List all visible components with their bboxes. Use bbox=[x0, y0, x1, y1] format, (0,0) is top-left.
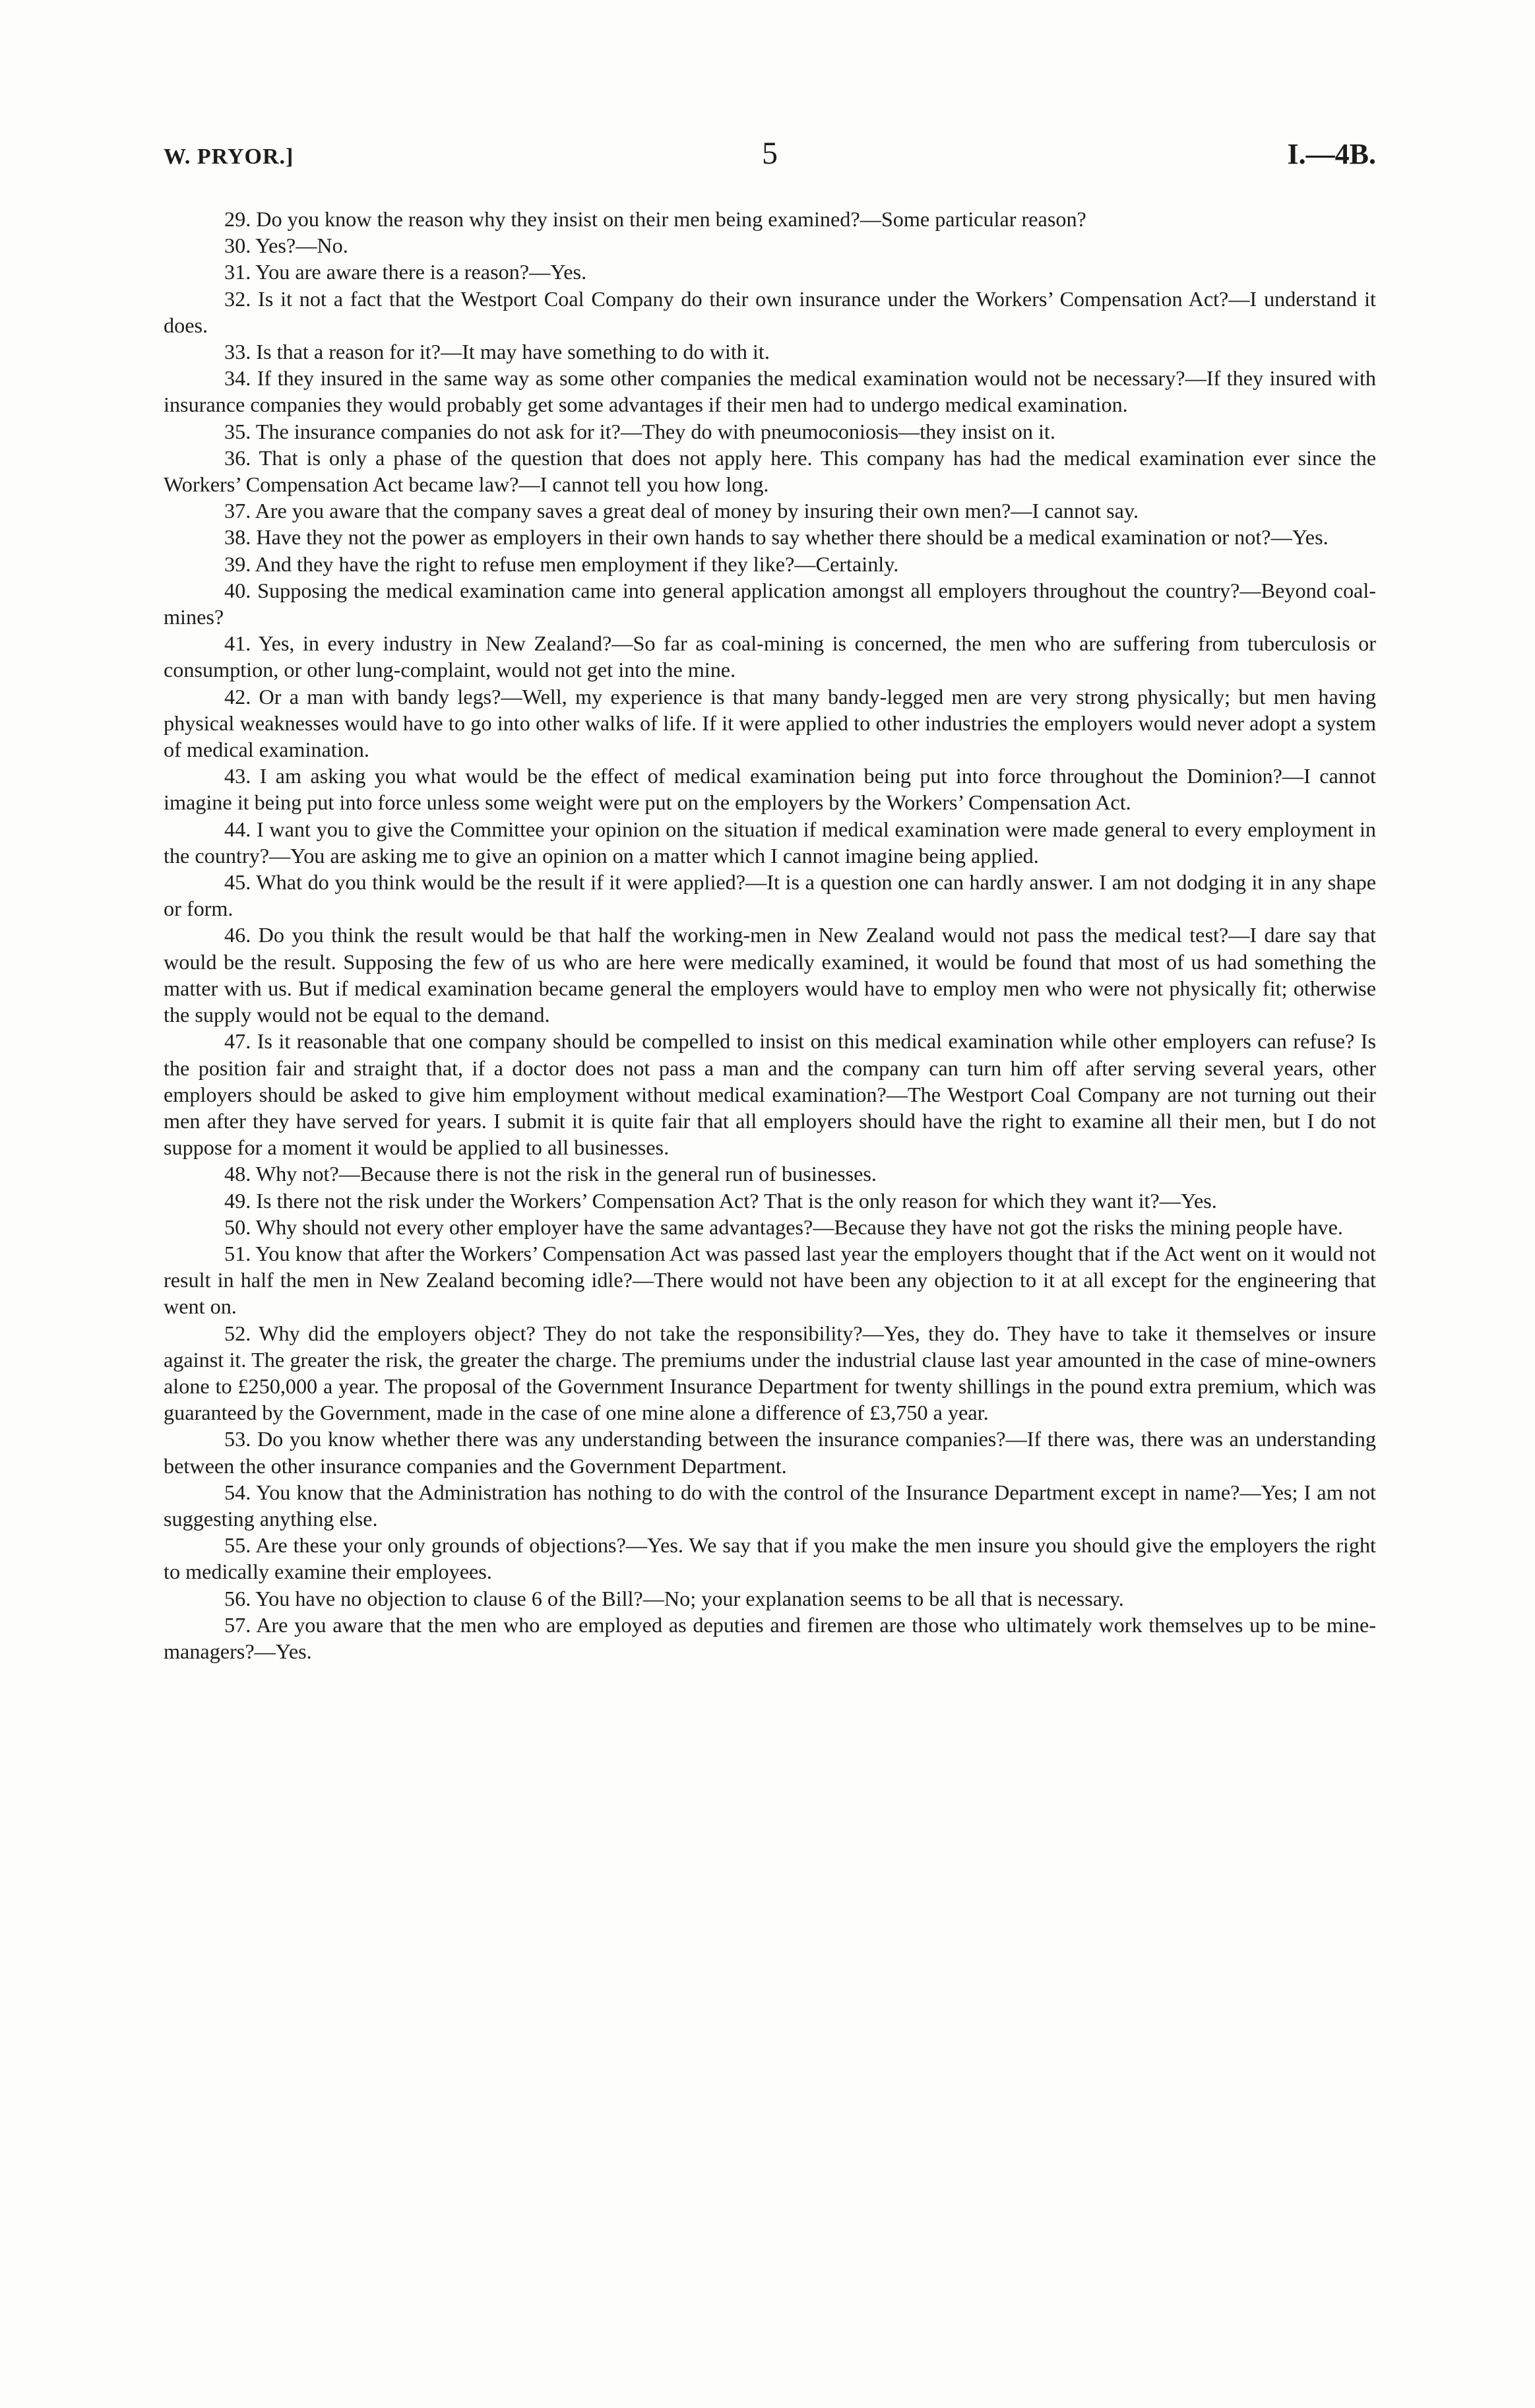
question-55: 55. Are these your only grounds of objections?—Yes. We say that if you make the men insure you should give the employers the right to medically examine their employees. bbox=[164, 1533, 1376, 1584]
question-54: 54. You know that the Administration has nothing to do with the control of the Insurance Department except in name?—Yes; I am not suggesting anything else. bbox=[164, 1480, 1376, 1531]
page-header bbox=[164, 135, 1376, 172]
question-29: 29. Do you know the reason why they insist on their men being examined?—Some particular reason? bbox=[224, 207, 1086, 231]
question-37: 37. Are you aware that the company saves a great deal of money by insuring their own men?—I cannot say. bbox=[224, 499, 1139, 523]
question-44: 44. I want you to give the Committee your opinion on the situation if medical examination were made general to every employment in the country?—You are asking me to give an opinion on a matter which I cannot imagine being applied. bbox=[164, 817, 1376, 868]
question-53: 53. Do you know whether there was any understanding between the insurance companies?—If there was, there was an understanding between the other insurance companies and the Government Department. bbox=[164, 1427, 1376, 1478]
question-51: 51. You know that after the Workers’ Compensation Act was passed last year the employers thought that if the Act went on it would not result in half the men in New Zealand becoming idle?—There would not have been any objection to it at all except for the engineering that went on. bbox=[164, 1241, 1376, 1319]
page-number: 5 bbox=[762, 136, 778, 171]
question-56: 56. You have no objection to clause 6 of the Bill?—No; your explanation seems to be all that is necessary. bbox=[224, 1586, 1124, 1610]
question-40: 40. Supposing the medical examination came into general application amongst all employers throughout the country?—Beyond coal-mines? bbox=[164, 578, 1376, 629]
document-page bbox=[164, 135, 1376, 1664]
question-43: 43. I am asking you what would be the effect of medical examination being put into force throughout the Dominion?—I cannot imagine it being put into force unless some weight were put on the employers by the Workers’ Compensation Act. bbox=[164, 764, 1376, 815]
question-48: 48. Why not?—Because there is not the risk in the general run of businesses. bbox=[224, 1162, 877, 1186]
question-33: 33. Is that a reason for it?—It may have something to do with it. bbox=[224, 340, 770, 364]
question-57: 57. Are you aware that the men who are employed as deputies and firemen are those who ultimately work themselves up to be mine-managers?—Yes. bbox=[164, 1612, 1376, 1663]
question-32: 32. Is it not a fact that the Westport Coal Company do their own insurance under the Workers’ Compensation Act?—I understand it does. bbox=[164, 286, 1376, 337]
question-46: 46. Do you think the result would be that half the working-men in New Zealand would not pass the medical test?—I dare say that would be the result. Supposing the few of us who are here were medically examined, it would be found that most of us had something the matter with us. But if medical examination became general the employers would have to employ men who were not physically fit; otherwise the supply would not be equal to the demand. bbox=[164, 923, 1376, 1027]
question-41: 41. Yes, in every industry in New Zealand?—So far as coal-mining is concerned, the men who are suffering from tuberculosis or consumption, or other lung-complaint, would not get into the mine. bbox=[164, 631, 1376, 682]
witness-name: W. PRYOR.] bbox=[164, 144, 294, 169]
question-38: 38. Have they not the power as employers in their own hands to say whether there should be a medical examination or not?—Yes. bbox=[224, 525, 1329, 550]
question-50: 50. Why should not every other employer have the same advantages?—Because they have not got the risks the mining people have. bbox=[224, 1215, 1343, 1239]
question-35: 35. The insurance companies do not ask for it?—They do with pneumoconiosis—they insist on it. bbox=[224, 419, 1055, 443]
question-30: 30. Yes?—No. bbox=[224, 234, 348, 258]
question-47: 47. Is it reasonable that one company should be compelled to insist on this medical examination while other employers can refuse? Is the position fair and straight that, if a doctor does not pass a man and the company can turn him off after serving several years, other employers should be asked to give him employment without medical examination?—The Westport Coal Company are not turning out their men after they have served for years. I submit it is quite fair that all employers should have the right to examine all their men, but I do not suppose for a moment it would be applied to all businesses. bbox=[164, 1029, 1376, 1160]
question-31: 31. You are aware there is a reason?—Yes. bbox=[224, 260, 587, 284]
question-52: 52. Why did the employers object? They do not take the responsibility?—Yes, they do. They have to take it themselves or insure against it. The greater the risk, the greater the charge. The premiums under the industrial clause last year amounted in the case of mine-owners alone to £250,000 a year. The proposal of the Government Insurance Department for twenty shillings in the pound extra premium, which was guaranteed by the Government, made in the case of one mine alone a difference of £3,750 a year. bbox=[164, 1321, 1376, 1425]
question-answer-list bbox=[164, 206, 1376, 1664]
question-45: 45. What do you think would be the result if it were applied?—It is a question one can hardly answer. I am not dodging it in any shape or form. bbox=[164, 870, 1376, 921]
paper-code: I.—4B. bbox=[1287, 138, 1376, 170]
question-39: 39. And they have the right to refuse men employment if they like?—Certainly. bbox=[224, 552, 899, 576]
question-34: 34. If they insured in the same way as some other companies the medical examination would not be necessary?—If they insured with insurance companies they would probably get some advantages if their men had to undergo medical examination. bbox=[164, 366, 1376, 417]
question-36: 36. That is only a phase of the question that does not apply here. This company has had the medical examination ever since the Workers’ Compensation Act became law?—I cannot tell you how long. bbox=[164, 445, 1376, 497]
question-42: 42. Or a man with bandy legs?—Well, my experience is that many bandy-legged men are very strong physically; but men having physical weaknesses would have to go into other walks of life. If it were applied to other industries the employers would never adopt a system of medical examination. bbox=[164, 684, 1376, 762]
question-49: 49. Is there not the risk under the Workers’ Compensation Act? That is the only reason for which they want it?—Yes. bbox=[224, 1188, 1217, 1213]
